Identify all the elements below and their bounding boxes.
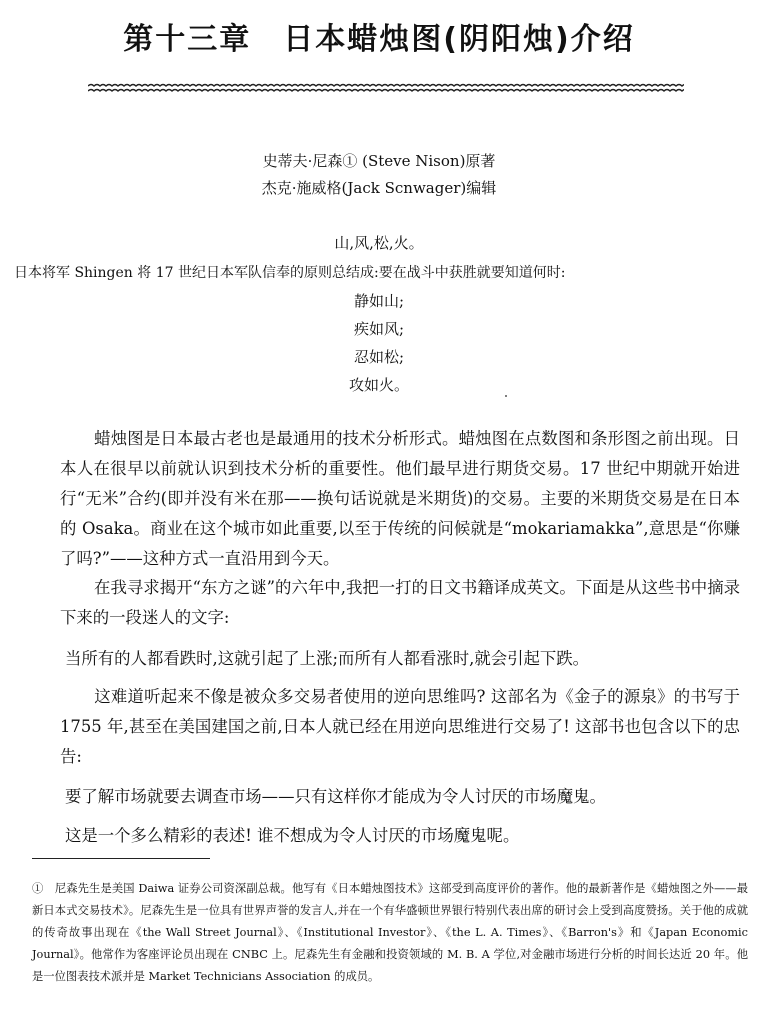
quotation: 这是一个多么精彩的表述! 谁不想成为令人讨厌的市场魔鬼呢。 bbox=[65, 826, 520, 845]
paragraph-text: 这难道听起来不像是被众多交易者使用的逆向思维吗? 这部名为《金子的源泉》的书写于 1755 年,甚至在美国建国之前,日本人就已经在用逆向思维进行交易了! 这部书也包含以下的忠告: bbox=[60, 687, 740, 766]
epigraph-line: 疾如风; bbox=[353, 320, 405, 338]
chapter-title: 第十三章 日本蜡烛图(阴阳烛)介绍 bbox=[123, 22, 635, 57]
author-line: 史蒂夫·尼森① (Steve Nison)原著 bbox=[262, 152, 496, 170]
epigraph-intro: 日本将军 Shingen 将 17 世纪日本军队信奉的原则总结成:要在战斗中获胜就要知道何时: bbox=[14, 265, 566, 281]
quotation: 当所有的人都看跌时,这就引起了上涨;而所有人都看涨时,就会引起下跌。 bbox=[65, 649, 590, 668]
epigraph-heading: 山,风,松,火。 bbox=[334, 234, 424, 252]
paragraph bbox=[60, 424, 740, 574]
paragraph bbox=[60, 573, 740, 633]
footnote-rule bbox=[32, 858, 210, 859]
footnote bbox=[32, 878, 748, 988]
editor-line: 杰克·施威格(Jack Scnwager)编辑 bbox=[261, 179, 497, 197]
paragraph bbox=[60, 682, 740, 772]
epigraph-line: 静如山; bbox=[353, 292, 405, 310]
paragraph-text: 在我寻求揭开“东方之谜”的六年中,我把一打的日文书籍译成英文。下面是从这些书中摘录下来的一段迷人的文字: bbox=[60, 578, 740, 627]
wavy-divider bbox=[88, 80, 684, 96]
speck bbox=[505, 395, 507, 397]
epigraph-line: 忍如松; bbox=[353, 348, 405, 366]
paragraph-text: 蜡烛图是日本最古老也是最通用的技术分析形式。蜡烛图在点数图和条形图之前出现。日本人在很早以前就认识到技术分析的重要性。他们最早进行期货交易。17 世纪中期就开始进行“无米”合约(即并没有米在那——换句话说就是米期货)的交易。主要的米期货交易是在日本的 Osaka。商业在这个城市如此重要,以至于传统的问候就是“mokariamakka”,意思是“你赚了吗?”——这种方式一直沿用到今天。 bbox=[60, 429, 740, 568]
footnote-text: ① 尼森先生是美国 Daiwa 证券公司资深副总裁。他写有《日本蜡烛图技术》这部受到高度评价的著作。他的最新著作是《蜡烛图之外——最新日本式交易技术》。尼森先生是一位具有世界声誉的发言人,并在一个有华盛顿世界银行特别代表出席的研讨会上受到高度赞扬。关于他的成就的传奇故事出现在《the Wall Street Journal》、《Institutional Investor》、《the L. A. Times》、《Barron's》和《Japan Economic Journal》。他常作为客座评论员出现在 CNBC 上。尼森先生有金融和投资领域的 M. B. A 学位,对金融市场进行分析的时间长达近 20 年。他是一位图表技术派并是 Market Technicians Association 的成员。 bbox=[32, 882, 748, 983]
quotation: 要了解市场就要去调查市场——只有这样你才能成为令人讨厌的市场魔鬼。 bbox=[65, 787, 606, 806]
epigraph-line: 攻如火。 bbox=[348, 376, 409, 394]
